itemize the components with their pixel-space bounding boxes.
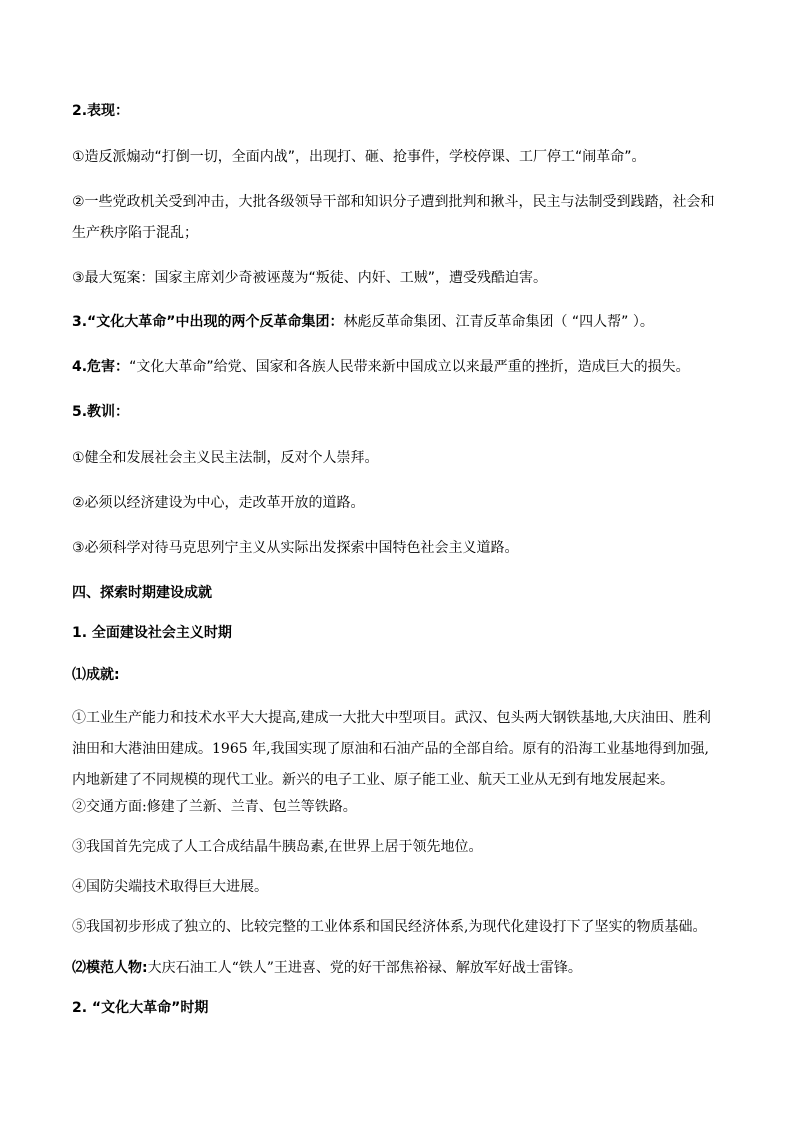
section-5-title: 5.教训： <box>72 404 130 420</box>
section-4-label: 4.危害： <box>72 359 130 375</box>
section-5-item-1: ①健全和发展社会主义民主法制，反对个人崇拜。 <box>72 450 379 466</box>
part-4-subheading-1: 1. 全面建设社会主义时期 <box>72 625 232 641</box>
section-2-item-1: ①造反派煽动“打倒一切，全面内战”，出现打、砸、抢事件，学校停课、工厂停工“闹革命”。 <box>72 149 646 165</box>
section-3-text: 林彪反革命集团、江青反革命集团（ “四人帮” ）。 <box>343 314 654 330</box>
section-3-paragraph <box>72 309 722 335</box>
achievement-item-4: ④国防尖端技术取得巨大进展。 <box>72 879 268 895</box>
model-figures-text: 大庆石油工人“铁人”王进喜、党的好干部焦裕禄、解放军好战士雷锋。 <box>147 960 582 976</box>
section-4-paragraph <box>72 354 722 380</box>
achievement-item-5: ⑤我国初步形成了独立的、比较完整的工业体系和国民经济体系,为现代化建设打下了坚实的物质基础。 <box>72 919 707 935</box>
part-4-heading: 四、探索时期建设成就 <box>72 585 212 601</box>
section-5-item-3: ③必须科学对待马克思列宁主义从实际出发探索中国特色社会主义道路。 <box>72 540 519 556</box>
achievement-item-3: ③我国首先完成了人工合成结晶牛胰岛素,在世界上居于领先地位。 <box>72 839 483 855</box>
section-2-title: 2.表现： <box>72 103 130 119</box>
part-4-subheading-2: 2. “文化大革命”时期 <box>72 1000 209 1016</box>
achievements-label: ⑴成就: <box>72 667 120 683</box>
section-3-label: 3.“文化大革命”中出现的两个反革命集团： <box>72 314 344 330</box>
model-figures-label: ⑵模范人物: <box>72 960 148 976</box>
section-5-item-2: ②必须以经济建设为中心，走改革开放的道路。 <box>72 495 365 511</box>
section-2-item-2: ②一些党政机关受到冲击，大批各级领导干部和知识分子遭到批判和揪斗，民主与法制受到践踏，社会和生产秩序陷于混乱； <box>72 194 715 241</box>
achievement-item-1: ①工业生产能力和技术水平大大提高,建成一大批大中型项目。武汉、包头两大钢铁基地,大庆油田、胜利油田和大港油田建成。1965 年,我国实现了原油和石油产品的全部自给。原有的沿海工业基地得到加强,内地新建了不同规模的现代工业。新兴的电子工业、原子能工业、航天工业从无到有地发展起来。 <box>72 710 711 788</box>
section-4-text: “文化大革命”给党、国家和各族人民带来新中国成立以来最严重的挫折，造成巨大的损失。 <box>129 359 690 375</box>
section-2-item-3: ③最大冤案：国家主席刘少奇被诬蔑为“叛徒、内奸、工贼”，遭受残酷迫害。 <box>72 270 548 286</box>
achievement-item-2: ②交通方面:修建了兰新、兰青、包兰等铁路。 <box>72 799 357 815</box>
model-figures-paragraph <box>72 955 722 981</box>
